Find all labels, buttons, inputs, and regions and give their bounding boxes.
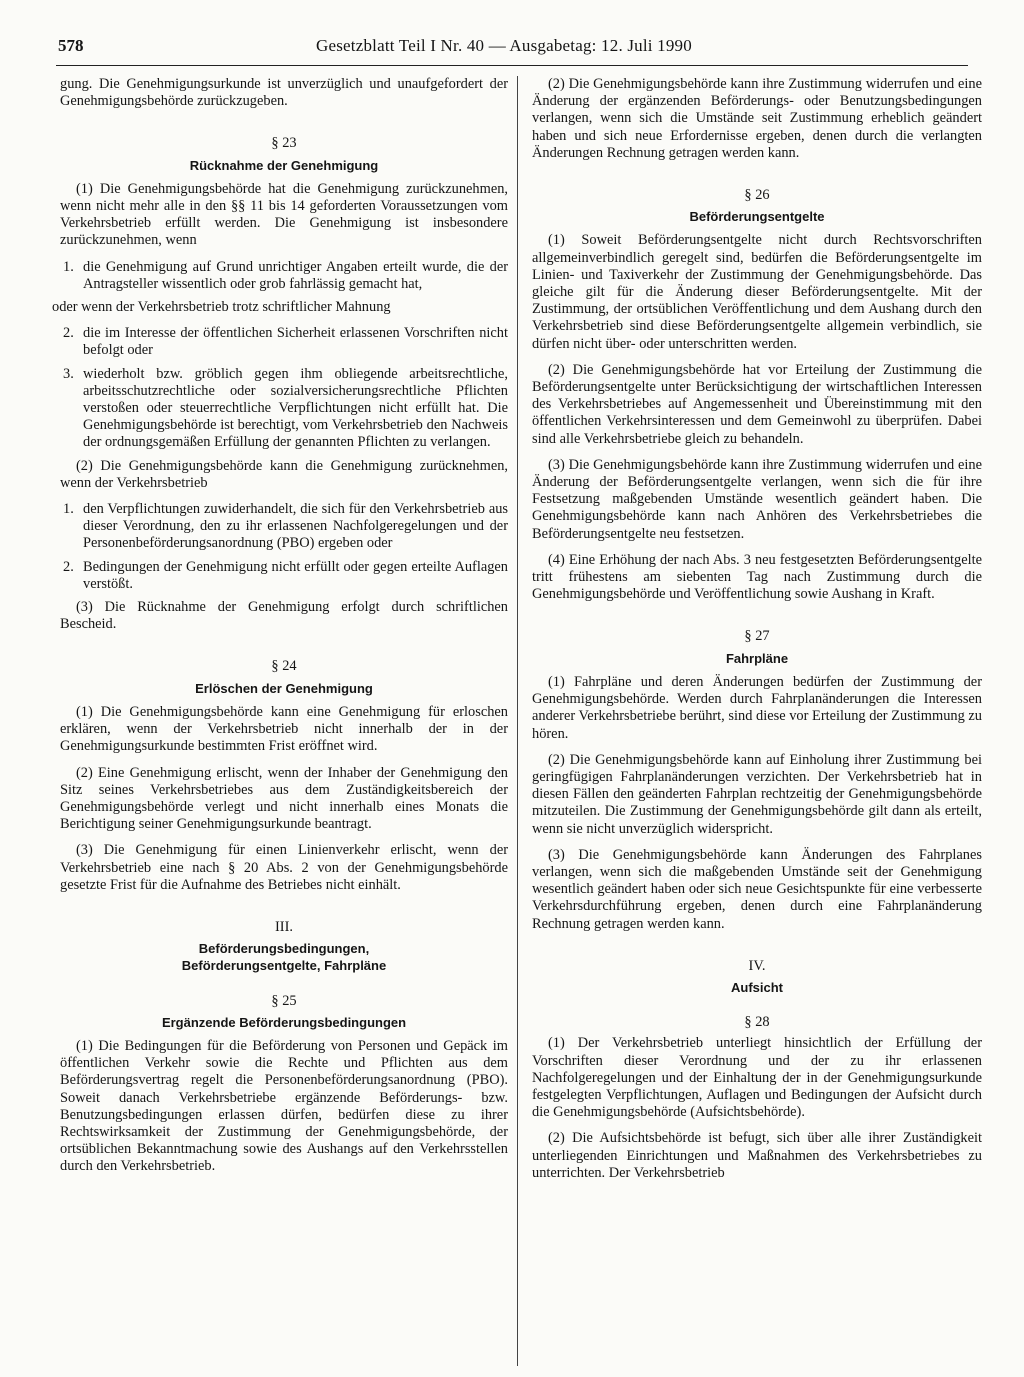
part-3-number: III.: [275, 918, 293, 935]
list-text: den Verpflichtungen zuwiderhandelt, die sich für den Verkehrsbetrieb aus dieser Verordnung, den zu ihr erlassenen Nachfolgeregelungen und der Personenbeförderungsanordnung (PBO) ergeben oder: [83, 501, 508, 552]
section-27-paragraph-3: (3) Die Genehmigungsbehörde kann Änderungen des Fahrplanes verlangen, wenn sich die maßgebenden Umstände seit der Genehmigung wesentlich geändert haben oder sich neue Gesichtspunkte für eine verbesserte Verkehrsdurchführung ergeben, denen durch eine Fahrplanänderung Rechnung getragen werden kann.: [532, 846, 982, 932]
section-23-or-clause: oder wenn der Verkehrsbetrieb trotz schriftlicher Mahnung: [52, 299, 391, 316]
list-item: [60, 366, 508, 452]
section-26-paragraph-1: (1) Soweit Beförderungsentgelte nicht durch Rechtsvorschriften allgemeinverbindlich geregelt sind, bedürfen die Beförderungsentgelte im Linien- und Taxiverkehr der Zustimmung der Genehmigungsbehörde. Das gleiche gilt für die Änderung dieser Beförderungsentgelte. Mit der Zustimmung, der ortsüblichen Veröffentlichung und dem Aushang durch den Verkehrsbetrieb sind diese Beförderungsentgelte allgemein verbindlich, sie dürfen nicht über- oder unterschritten werden.: [532, 232, 982, 352]
page-number: 578: [58, 36, 84, 55]
column-divider: [517, 76, 518, 1366]
section-25-paragraph-2: (2) Die Genehmigungsbehörde kann ihre Zustimmung widerrufen und eine Änderung der ergänzenden Beförderungs- oder Benutzungsbedingungen verlangen, wenn sich die Umstände seit Zustimmung erheblich geändert haben und sich neue Erfordernisse ergeben, denen durch die verlangten Änderungen Rechnung getragen werden kann.: [532, 76, 982, 161]
page-header: [58, 36, 968, 62]
section-25-heading: Ergänzende Beförderungsbedingungen: [161, 1014, 407, 1030]
section-25-number: § 25: [271, 992, 297, 1009]
section-26-paragraph-2: (2) Die Genehmigungsbehörde hat vor Erteilung der Zustimmung die Beförderungsentgelte unter Berücksichtigung der wirtschaftlichen Interessen des Verkehrsbetriebes auf Angemessenheit und Übereinstimmung mit den öffentlichen Verkehrsinteressen und dem Gemeinwohl zu überprüfen. Dabei sind alle Verkehrsbetriebe gleich zu behandeln.: [532, 361, 982, 447]
section-28-paragraph-2: (2) Die Aufsichtsbehörde ist befugt, sich über alle ihrer Zuständigkeit unterliegenden Einrichtungen und Maßnahmen des Verkehrsbetriebes zu unterrichten. Der Verkehrsbetrieb: [532, 1130, 982, 1181]
list-item: [60, 559, 508, 593]
section-23-paragraph-2: (2) Die Genehmigungsbehörde kann die Genehmigung zurücknehmen, wenn der Verkehrsbetrieb: [60, 457, 508, 491]
section-26-paragraph-4: (4) Eine Erhöhung der nach Abs. 3 neu festgesetzten Beförderungsentgelte tritt frühestens am siebenten Tag nach Zustimmung durch die Genehmigungsbehörde und Veröffentlichung sowie Aushang in Kraft.: [532, 551, 982, 603]
list-number: 3.: [63, 365, 74, 382]
section-24-paragraph-2: (2) Eine Genehmigung erlischt, wenn der Inhaber der Genehmigung den Sitz seines Verkehrsbetriebes aus dem Zuständigkeitsbereich der Genehmigungsbehörde verlegt und nicht innerhalb eines Monats die Berichtigung seiner Genehmigungsurkunde beantragt.: [60, 764, 508, 833]
list-number: 2.: [63, 558, 74, 575]
list-number: 2.: [63, 325, 74, 342]
header-title: Gesetzblatt Teil I Nr. 40 — Ausgabetag: 12. Juli 1990: [316, 36, 692, 55]
section-25-paragraph-1: (1) Die Bedingungen für die Beförderung von Personen und Gepäck im öffentlichen Verkehr sowie die Rechte und Pflichten aus dem Beförderungsvertrag regelt die Personenbeförderungsanordnung (PBO). Soweit danach Verkehrsbetriebe ergänzende Beförderungs- bzw. Benutzungsbedingungen erlassen dürfen, bedürfen diese zu ihrer Rechtswirksamkeit der Zustimmung der Genehmigungsbehörde, der ortsüblichen Bekanntmachung sowie des Aushangs auf den Verkehrsstellen durch den Verkehrsbetrieb.: [60, 1037, 508, 1175]
part-3-heading-line-2: Beförderungsentgelte, Fahrpläne: [181, 958, 387, 974]
header-divider: [56, 65, 968, 66]
right-column: [532, 76, 982, 1191]
list-item: [60, 325, 508, 359]
section-27-paragraph-2: (2) Die Genehmigungsbehörde kann auf Einholung ihrer Zustimmung bei geringfügigen Fahrplanänderungen verzichten. Der Verkehrsbetrieb hat in diesen Fällen den geänderten Fahrplan rechtzeitig der Genehmigungsbehörde mitzuteilen. Die Zustimmung der Genehmigungsbehörde gilt dann als erteilt, wenn sie nicht unverzüglich widerspricht.: [532, 751, 982, 837]
section-27-heading: Fahrpläne: [725, 650, 789, 666]
list-number: 1.: [63, 258, 74, 275]
section-23-paragraph-1: (1) Die Genehmigungsbehörde hat die Genehmigung zurückzunehmen, wenn nicht mehr alle in den §§ 11 bis 14 geforderten Voraussetzungen vom Verkehrsbetrieb erfüllt werden. Die Genehmigung ist insbesondere zurückzunehmen, wenn: [60, 180, 508, 249]
list-item: [60, 501, 508, 553]
section-28-paragraph-1: (1) Der Verkehrsbetrieb unterliegt hinsichtlich der Erfüllung der Vorschriften dieser Verordnung und der zu ihr erlassenen Nachfolgeregelungen und der Einhaltung der in der Genehmigungsurkunde festgelegten Verpflichtungen, Auflagen und Bedingungen der Aufsicht durch die Genehmigungsbehörde (Aufsichtsbehörde).: [532, 1035, 982, 1121]
section-24-paragraph-3: (3) Die Genehmigung für einen Linienverkehr erlischt, wenn der Verkehrsbetrieb eine nach § 20 Abs. 2 von der Genehmigungsbehörde gesetzte Frist für die Aufnahme des Betriebes nicht einhält.: [60, 842, 508, 893]
section-26-number: § 26: [744, 187, 770, 204]
section-23-number: § 23: [271, 135, 297, 152]
list-text: die im Interesse der öffentlichen Sicherheit erlassenen Vorschriften nicht befolgt oder: [83, 325, 508, 359]
list-text: wiederholt bzw. gröblich gegen ihm obliegende arbeitsrechtliche, arbeitsschutzrechtliche oder sozialversicherungsrechtliche Pflichten verstoßen oder steuerrechtliche Verpflichtungen nicht erfüllt hat. Die Genehmigungsbehörde ist berechtigt, vom Verkehrsbetrieb den Nachweis der ordnungsgemäßen Erfüllung der genannten Pflichten zu verlangen.: [83, 365, 508, 451]
list-text: Bedingungen der Genehmigung nicht erfüllt oder gegen erteilte Auflagen verstößt.: [83, 558, 508, 592]
section-24-number: § 24: [271, 658, 297, 675]
section-24-heading: Erlöschen der Genehmigung: [195, 680, 373, 696]
list-number: 1.: [63, 501, 74, 518]
section-24-paragraph-1: (1) Die Genehmigungsbehörde kann eine Genehmigung für erloschen erklären, wenn der Verkehrsbetrieb nicht innerhalb der in der Genehmigungsurkunde bestimmten Frist eröffnet wird.: [60, 703, 508, 755]
section-23-paragraph-3: (3) Die Rücknahme der Genehmigung erfolgt durch schriftlichen Bescheid.: [60, 599, 508, 633]
section-26-heading: Beförderungsentgelte: [689, 209, 825, 225]
section-27-paragraph-1: (1) Fahrpläne und deren Änderungen bedürfen der Zustimmung der Genehmigungsbehörde. Werden durch Fahrplanänderungen die Interessen anderer Verkehrsbetriebe berührt, sind diese vor Erteilung der Zustimmung zu hören.: [532, 673, 982, 742]
section-23-heading: Rücknahme der Genehmigung: [189, 157, 379, 173]
section-26-paragraph-3: (3) Die Genehmigungsbehörde kann ihre Zustimmung widerrufen und eine Änderung der Beförderungsentgelte verlangen, wenn sich die für ihre Festsetzung maßgebenden Umstände wesentlich geändert haben. Die Genehmigungsbehörde kann nach Anhören des Verkehrsbetriebes die Beförderungsentgelte neu festsetzen.: [532, 456, 982, 542]
paragraph-continuation: gung. Die Genehmigungsurkunde ist unverzüglich und unaufgefordert der Genehmigungsbehörde zurückzugeben.: [60, 76, 508, 110]
section-28-number: § 28: [744, 1014, 770, 1031]
list-text: die Genehmigung auf Grund unrichtiger Angaben erteilt wurde, die der Antragsteller wissentlich oder grob fahrlässig gemacht hat,: [83, 258, 508, 292]
list-item: [60, 259, 508, 293]
part-4-heading: Aufsicht: [731, 979, 783, 995]
left-column: [52, 76, 508, 1185]
part-4-number: IV.: [748, 957, 766, 974]
part-3-heading-line-1: Beförderungsbedingungen,: [198, 941, 370, 957]
section-27-number: § 27: [744, 628, 770, 645]
